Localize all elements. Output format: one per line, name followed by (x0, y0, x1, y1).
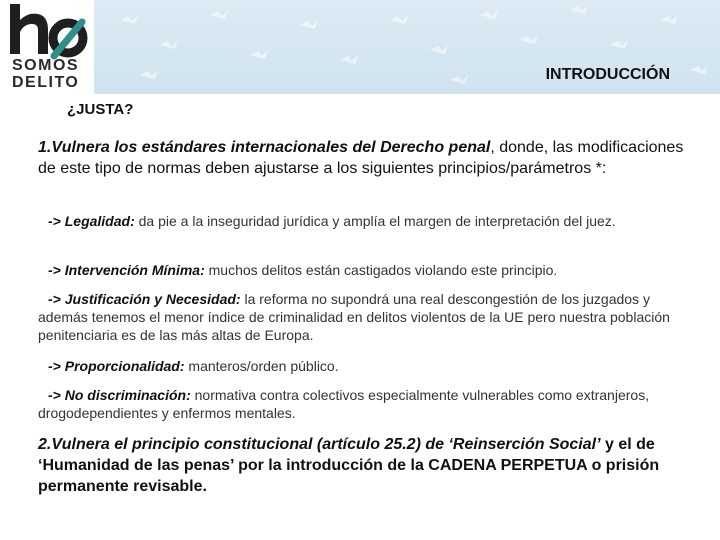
logo (0, 0, 94, 94)
no-logo-icon (6, 2, 88, 60)
paragraph-2-lead: 2.Vulnera el principio constitucional (artículo 25.2) de ‘Reinserción Social’ (38, 436, 601, 453)
logo-text-delito: DELITO (12, 74, 80, 91)
item-text: normativa contra colectivos especialmente vulnerables como extranjeros, drogodependientes y enfermos mentales. (38, 387, 650, 421)
item-text: la reforma no supondrá una real descongestión de los juzgados y además tenemos el menor índice de criminalidad en delitos violentos de la UE pero nuestra población penitenciaria es de las más altas de Europa. (38, 291, 670, 343)
list-item-legalidad (38, 212, 688, 230)
list-item-proporcionalidad (38, 357, 688, 375)
paragraph-1-lead: 1.Vulnera los estándares internacionales del Derecho penal (38, 139, 491, 156)
page-subtitle: ¿JUSTA? (67, 101, 134, 118)
item-lead: -> Justificación y Necesidad: (48, 291, 241, 307)
paragraph-1-text: , donde, las modificaciones de este tipo de normas deben ajustarse a los siguientes principios/parámetros *: (38, 139, 684, 177)
item-text: manteros/orden público. (184, 358, 339, 374)
logo-text-somos: SOMOS (12, 57, 80, 74)
page-title: INTRODUCCIÓN (545, 66, 670, 83)
item-lead: -> Intervención Mínima: (48, 262, 205, 278)
item-lead: -> No discriminación: (48, 387, 191, 403)
paragraph-2 (38, 434, 688, 497)
item-text: muchos delitos están castigados violando este principio. (204, 262, 558, 278)
paragraph-1 (38, 137, 688, 179)
list-item-justificacion (38, 290, 688, 344)
item-text: da pie a la inseguridad jurídica y amplía el margen de interpretación del juez. (134, 213, 616, 229)
item-lead: -> Proporcionalidad: (48, 358, 185, 374)
item-lead: -> Legalidad: (48, 213, 135, 229)
list-item-no-discriminacion (38, 386, 688, 422)
paragraph-2-text: y el de ‘Humanidad de las penas’ por la introducción de la CADENA PERPETUA o prisión permanente revisable. (38, 436, 660, 495)
list-item-intervencion-minima (38, 261, 688, 279)
